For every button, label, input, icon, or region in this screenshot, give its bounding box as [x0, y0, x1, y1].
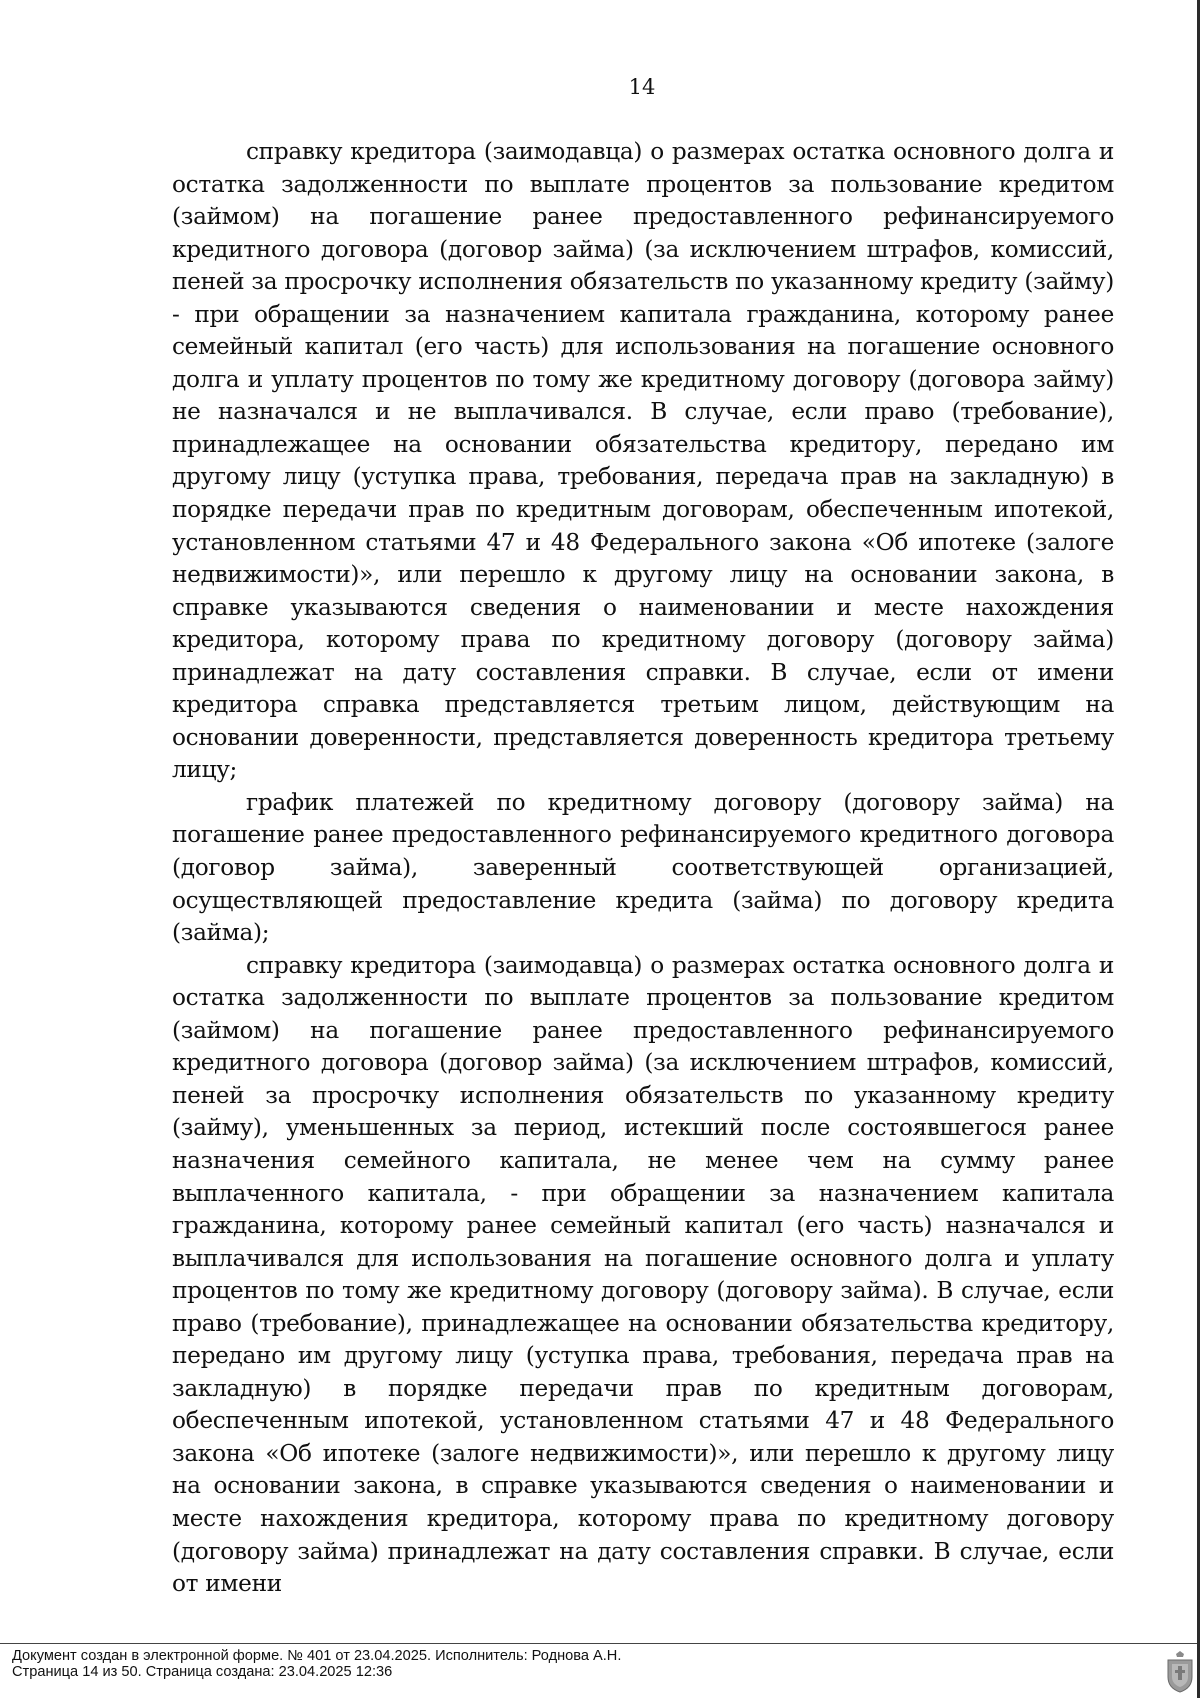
paragraph-payment-schedule: график платежей по кредитному договору (договору займа) на погашение ранее предоставленного рефинансируемого кредитного договора (договор займа), заверенный соответствующей организацией, осуществляющей предоставление кредита (займа) по договору кредита (займа); — [172, 788, 1114, 947]
footer-document-info: Документ создан в электронной форме. № 401 от 23.04.2025. Исполнитель: Роднова А.Н. — [12, 1648, 622, 1664]
paragraph-creditor-certificate-second: справку кредитора (заимодавца) о размерах остатка основного долга и остатка задолженности по выплате процентов за пользование кредитом (займом) на погашение ранее предоставленного рефинансируемого кредитного договора (договор займа) (за исключением штрафов, комиссий, пеней за просрочку исполнения обязательств по указанному кредиту (займу), уменьшенных за период, истекший после состоявшегося ранее назначения семейного капитала, не менее чем на сумму ранее выплаченного капитала, - при обращении за назначением капитала гражданина, которому ранее семейный капитал (его часть) назначался и выплачивался для использования на погашение основного долга и уплату процентов по тому же кредитному договору (договору займа). В случае, если право (требование), принадлежащее на основании обязательства кредитору, передано им другому лицу (уступка права, требования, передача прав на закладную) в порядке передачи прав по кредитным договорам, обеспеченным ипотекой, установленном статьями 47 и 48 Федерального закона «Об ипотеке (залоге недвижимости)», или перешло к другому лицу на основании закона, в справке указываются сведения о наименовании и месте нахождения кредитора, которому права по кредитному договору (договору займа) принадлежат на дату составления справки. В случае, если от имени — [172, 951, 1114, 1598]
footer-divider — [0, 1643, 1197, 1644]
page-number: 14 — [628, 75, 656, 99]
document-footer — [12, 1648, 621, 1680]
coat-of-arms-icon — [1166, 1651, 1194, 1693]
paragraph-creditor-certificate-first: справку кредитора (заимодавца) о размерах остатка основного долга и остатка задолженности по выплате процентов за пользование кредитом (займом) на погашение ранее предоставленного рефинансируемого кредитного договора (договор займа) (за исключением штрафов, комиссий, пеней за просрочку исполнения обязательств по указанному кредиту (займу) - при обращении за назначением капитала гражданина, которому ранее семейный капитал (его часть) для использования на погашение основного долга и уплату процентов по тому же кредитному договору (договора займу) не назначался и не выплачивался. В случае, если право (требование), принадлежащее на основании обязательства кредитору, передано им другому лицу (уступка права, требования, передача прав на закладную) в порядке передачи прав по кредитным договорам, обеспеченным ипотекой, установленном статьями 47 и 48 Федерального закона «Об ипотеке (залоге недвижимости)», или перешло к другому лицу на основании закона, в справке указываются сведения о наименовании и месте нахождения кредитора, которому права по кредитному договору (договору займа) принадлежат на дату составления справки. В случае, если от имени кредитора справка представляется третьим лицом, действующим на основании доверенности, представляется доверенность кредитора третьему лицу; — [172, 138, 1114, 784]
document-body — [172, 136, 1114, 1601]
footer-page-info: Страница 14 из 50. Страница создана: 23.04.2025 12:36 — [12, 1664, 393, 1680]
